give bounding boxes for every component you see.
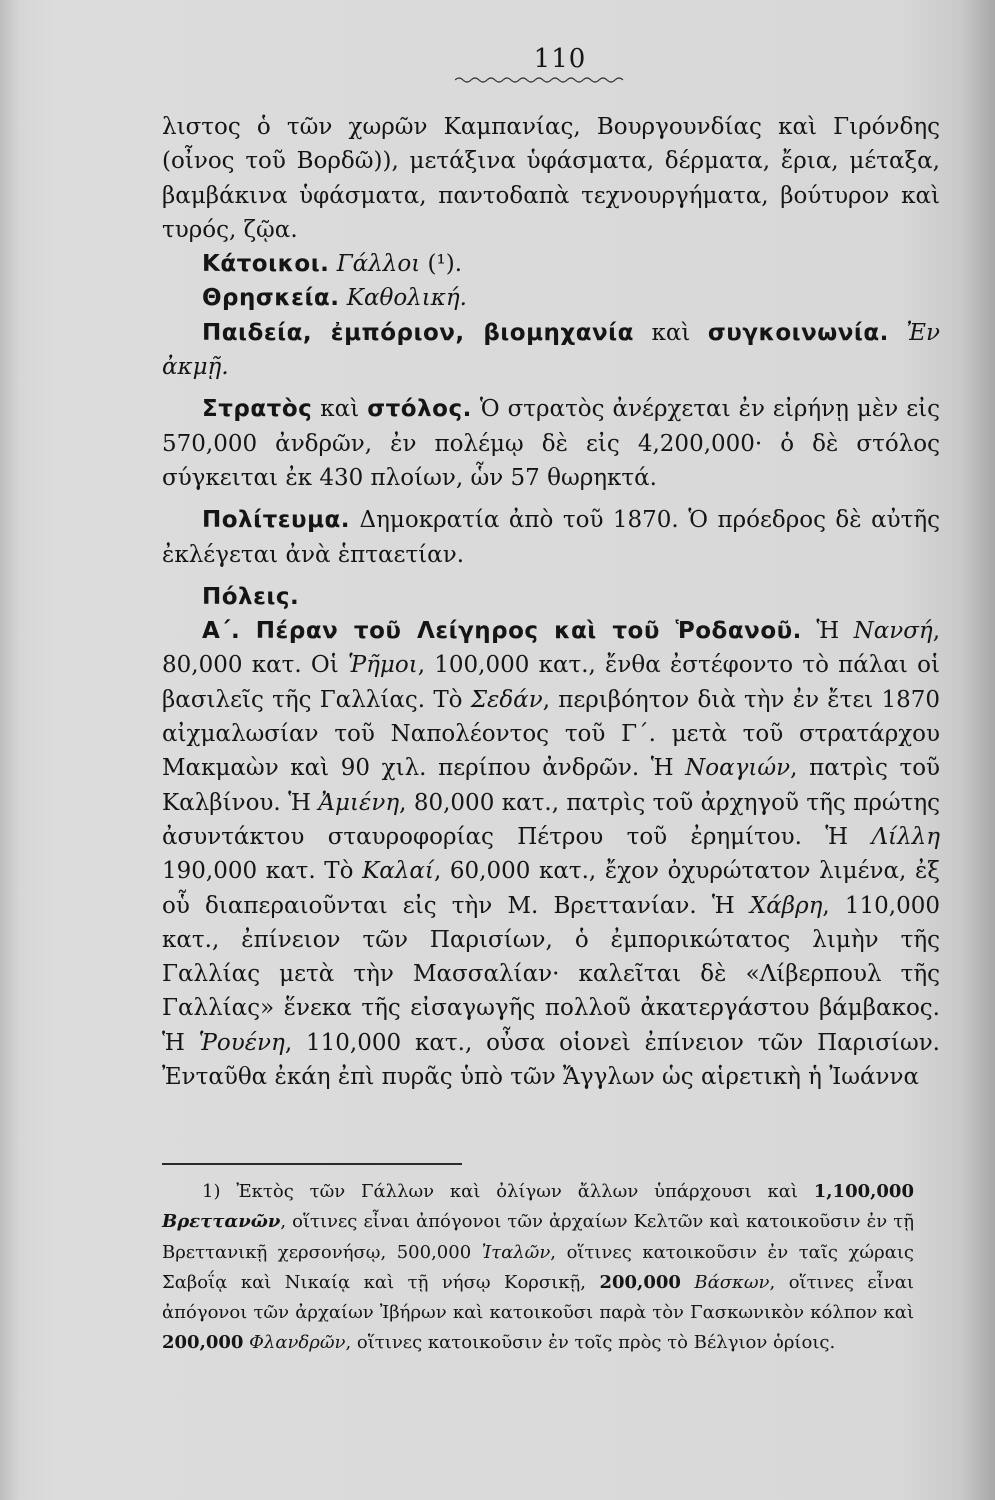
paragraph-government: Πολίτευμα. Δημοκρατία ἀπὸ τοῦ 1870. Ὁ πρόεδρος δὲ αὐτῆς ἐκλέγεται ἀνὰ ἑπταετίαν. (162, 507, 941, 568)
city-name: Νοαγιών (685, 755, 791, 782)
header-ornament (455, 76, 625, 84)
city-name: Καλαί (362, 858, 434, 885)
section-heading: Στρατὸς (202, 396, 313, 423)
paragraph-army: Στρατὸς καὶ στόλος. Ὁ στρατὸς ἀνέρχεται ἐν εἰρήνῃ μὲν εἰς 570,000 ἀνδρῶν, ἐν πολέμῳ δὲ εἰς 4,200,000· ὁ δὲ στόλος σύγκειται ἐκ 430 πλοίων, ὧν 57 θωρηκτά. (162, 396, 941, 491)
paragraph-education: Παιδεία, ἐμπόριον, βιομηχανία καὶ συγκοινωνία. Ἐν ἀκμῇ. (162, 319, 941, 381)
footnote-marker: 1) (202, 1181, 221, 1202)
footnote (162, 1177, 914, 1359)
subsection-heading: Α΄. Πέραν τοῦ Λείγηρος καὶ τοῦ Ῥοδανοῦ. (202, 618, 802, 645)
main-text (162, 110, 940, 1094)
footnote-1: 1) Ἐκτὸς τῶν Γάλλων καὶ ὀλίγων ἄλλων ὑπάρχουσι καὶ 1,100,000 Βρεττανῶν, οἵτινες εἶναι ἀπόγονοι τῶν ἀρχαίων Κελτῶν καὶ κατοικοῦσιν ἐν τῇ Βρεττανικῇ χερσονήσῳ, 500,000 Ἰταλῶν, οἵτινες κατοικοῦσιν ἐν ταῖς χώραις Σαβοΐᾳ καὶ Νικαίᾳ καὶ τῇ νήσῳ Κορσικῇ, 200,000 Βάσκων, οἵτινες εἶναι ἀπόγονοι τῶν ἀρχαίων Ἰβήρων καὶ κατοικοῦσι παρὰ τὸν Γασκωνικὸν κόλπον καὶ 200,000 Φλανδρῶν, οἵτινες κατοικοῦσιν ἐν τοῖς πρὸς τὸ Βέλγιον ὁρίοις. (162, 1181, 914, 1354)
city-name: Νανσή (853, 618, 933, 645)
people-name: Βάσκων (694, 1271, 770, 1293)
city-name: Σεδάν (470, 686, 543, 713)
city-name: Λίλλη (871, 823, 940, 850)
city-name: Ἀμιένη (318, 789, 400, 816)
paragraph-cities-list: Α΄. Πέραν τοῦ Λείγηρος καὶ τοῦ Ῥοδανοῦ. Ἡ Νανσή, 80,000 κατ. Οἱ Ῥῆμοι, 100,000 κατ., ἔνθα ἐστέφοντο τὸ πάλαι οἱ βασιλεῖς τῆς Γαλλίας. Τὸ Σεδάν, περιβόητον διὰ τὴν ἐν ἔτει 1870 αἰχμαλωσίαν τοῦ Ναπολέοντος τοῦ Γ΄. μετὰ τοῦ στρατάρχου Μακμαὼν καὶ 90 χιλ. περίπου ἀνδρῶν. Ἡ Νοαγιών, πατρὶς τοῦ Καλβίνου. Ἡ Ἀμιένη, 80,000 κατ., πατρὶς τοῦ ἀρχηγοῦ τῆς πρώτης ἀσυντάκτου σταυροφορίας Πέτρου τοῦ ἐρημίτου. Ἡ Λίλλη 190,000 κατ. Τὸ Καλαί, 60,000 κατ., ἔχον ὀχυρώτατον λιμένα, ἐξ οὗ διαπεραιοῦνται εἰς τὴν Μ. Βρεττανίαν. Ἡ Χάβρη, 110,000 κατ., ἐπίνειον τῶν Παρισίων, ὁ ἐμπορικώτατος λιμὴν τῆς Γαλλίας μετὰ τὴν Μασσαλίαν· καλεῖται δὲ «Λίβερπουλ τῆς Γαλλίας» ἕνεκα τῆς εἰσαγωγῆς πολλοῦ ἀκατεργάστου βάμβακος. Ἡ Ῥουένη, 110,000 κατ., οὖσα οἱονεὶ ἐπίνειον τῶν Παρισίων. Ἐνταῦθα ἐκάη ἐπὶ πυρᾶς ὑπὸ τῶν Ἄγγλων ὡς αἱρετικὴ ἡ Ἰωάννα (162, 618, 941, 1091)
paragraph-cities (162, 580, 940, 614)
city-name: Χάβρη (749, 892, 823, 919)
city-name: Ῥῆμοι (347, 652, 418, 679)
city-name: Ῥουένη (198, 1029, 285, 1056)
people-name: Βρεττανῶν (162, 1211, 281, 1233)
footnote-ref: (¹). (427, 251, 463, 278)
section-heading: Κάτοικοι. (202, 251, 330, 278)
paragraph-inhabitants: Κάτοικοι. Γάλλοι (¹). (202, 251, 463, 278)
people-name: Φλανδρῶν (249, 1332, 346, 1354)
people-name: Ἰταλῶν (481, 1241, 551, 1263)
section-heading: Παιδεία, ἐμπόριον, βιομηχανία (202, 319, 634, 346)
footnote-divider (162, 1163, 462, 1165)
section-heading: Θρησκεία. (202, 285, 340, 312)
paragraph-exports: λιστος ὁ τῶν χωρῶν Καμπανίας, Βουργουνδίας καὶ Γιρόνδης (οἶνος τοῦ Βορδῶ)), μετάξινα ὑφάσματα, δέρματα, ἔρια, μέταξα, βαμβάκινα ὑφάσματα, παντοδαπὰ τεχνουργήματα, βούτυρον καὶ τυρός, ζῷα. (162, 114, 940, 243)
section-heading: Πολίτευμα. (202, 507, 351, 534)
section-heading: Πόλεις. (202, 583, 300, 610)
paragraph-religion: Θρησκεία. Καθολική. (202, 285, 467, 312)
page-number: 110 (533, 44, 587, 74)
